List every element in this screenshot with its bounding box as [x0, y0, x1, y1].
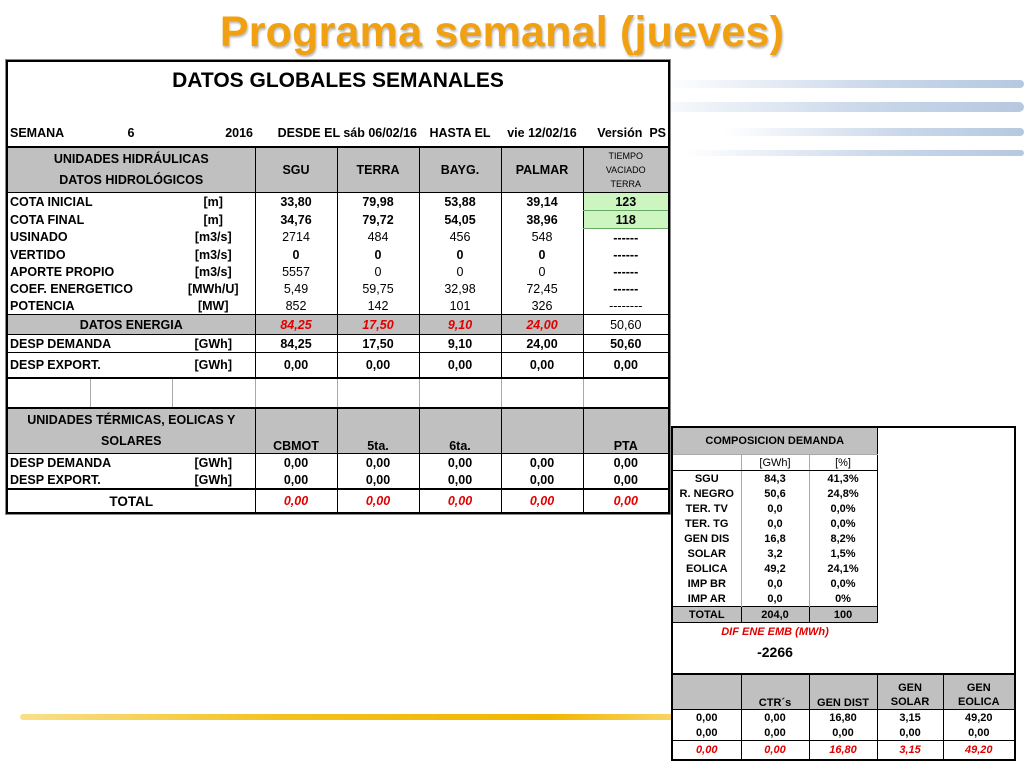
term-demanda-value: 0,00 — [255, 454, 337, 472]
term-demanda-value: 0,00 — [501, 454, 583, 472]
comp-row — [673, 546, 1014, 561]
hydro-row-value: 326 — [501, 297, 583, 315]
comp-row-pct: 0% — [809, 591, 877, 607]
comp-row — [673, 501, 1014, 516]
hydro-row — [8, 297, 668, 315]
hydro-row-tiempo: 123 — [583, 193, 668, 211]
comp-unit-gwh: [GWh] — [741, 455, 809, 471]
gen-col-header-ctrs: CTR´s — [741, 674, 809, 710]
gen-row-value: 3,15 — [877, 710, 943, 726]
desp-demanda-sgu: 84,25 — [255, 335, 337, 353]
gen-row-value: 0,00 — [696, 726, 718, 739]
gen-total-value: 0,00 — [696, 744, 718, 756]
global-weekly-data-table — [6, 60, 670, 514]
comp-row-gwh: 0,0 — [741, 501, 809, 516]
hydro-row-label: COEF. ENERGETICO — [10, 281, 133, 296]
total-value: 0,00 — [583, 489, 668, 512]
hasta-label: HASTA EL — [429, 126, 491, 140]
term-desp-export-unit: [GWh] — [172, 471, 255, 489]
gen-row-value: 16,80 — [809, 710, 877, 726]
gen-row-value: 0,00 — [877, 725, 943, 741]
total-label: TOTAL — [8, 489, 255, 512]
hydro-row-unit: [m3/s] — [172, 229, 255, 247]
gen-row-value: 0,00 — [696, 711, 718, 724]
total-value: 0,00 — [501, 489, 583, 512]
desp-export-label: DESP EXPORT. — [10, 358, 101, 372]
desp-demanda-label: DESP DEMANDA — [10, 336, 112, 351]
energia-terra: 17,50 — [337, 315, 419, 335]
term-demanda-value: 0,00 — [419, 454, 501, 472]
total-value: 0,00 — [419, 489, 501, 512]
gen-row-value: 0,00 — [741, 710, 809, 726]
gen-col-header-gen-dist: GEN DIST — [809, 674, 877, 710]
hydro-row-value: 0 — [337, 263, 419, 280]
hydro-row — [8, 193, 668, 211]
col-header-terra: TERRA — [337, 147, 419, 193]
desde-date: DESDE EL sáb 06/02/16 — [277, 126, 417, 140]
total-value: 0,00 — [255, 489, 337, 512]
energia-palmar: 24,00 — [501, 315, 583, 335]
hydro-row — [8, 280, 668, 297]
hydro-row-value: 53,88 — [419, 193, 501, 211]
comp-row — [673, 561, 1014, 576]
energia-label: DATOS ENERGIA — [8, 315, 255, 335]
hydro-row-label: USINADO — [10, 230, 68, 245]
hydro-row-value: 39,14 — [501, 193, 583, 211]
comp-row-label: SGU — [694, 472, 719, 485]
desp-demanda-tiempo: 50,60 — [583, 335, 668, 353]
hydro-row — [8, 211, 668, 229]
term-export-value: 0,00 — [255, 471, 337, 489]
comp-row-pct: 1,5% — [809, 546, 877, 561]
hydro-row-value: 142 — [337, 297, 419, 315]
comp-row-label: IMP BR — [687, 577, 726, 590]
col-header-pta: PTA — [583, 408, 668, 454]
col-header-bayg: BAYG. — [419, 147, 501, 193]
decorative-gold-line — [20, 714, 680, 720]
gen-total-value: 49,20 — [943, 741, 1014, 760]
hydro-row-value: 852 — [255, 297, 337, 315]
hydro-row-value: 0 — [255, 246, 337, 263]
comp-row-gwh: 49,2 — [741, 561, 809, 576]
dif-ene-value: -2266 — [757, 644, 793, 660]
gen-rows — [673, 710, 1014, 741]
comp-row-gwh: 0,0 — [741, 576, 809, 591]
term-export-value: 0,00 — [583, 471, 668, 489]
comp-row-label: R. NEGRO — [679, 487, 734, 500]
comp-row-gwh: 50,6 — [741, 486, 809, 501]
term-desp-demanda-unit: [GWh] — [172, 454, 255, 472]
hydro-row-value: 456 — [419, 229, 501, 247]
desp-demanda-terra: 17,50 — [337, 335, 419, 353]
version-label: Versión PS — [597, 126, 666, 140]
hydro-row-value: 0 — [419, 263, 501, 280]
comp-total-label: TOTAL — [673, 607, 741, 623]
hydro-row-value: 79,72 — [337, 211, 419, 229]
hydro-row-unit: [m3/s] — [172, 263, 255, 280]
comp-rows — [673, 471, 1014, 607]
desp-export-unit: [GWh] — [172, 353, 255, 379]
comp-row-pct: 0,0% — [809, 501, 877, 516]
hydro-row-value: 5,49 — [255, 280, 337, 297]
hydro-row-value: 32,98 — [419, 280, 501, 297]
hydro-row-unit: [MW] — [172, 297, 255, 315]
hydro-row-label: VERTIDO — [10, 247, 66, 262]
hydro-row-unit: [MWh/U] — [172, 280, 255, 297]
energia-bayg: 9,10 — [419, 315, 501, 335]
hydro-row-label: POTENCIA — [10, 298, 75, 313]
gen-row-value: 0,00 — [943, 725, 1014, 741]
term-demanda-value: 0,00 — [583, 454, 668, 472]
hydro-row-value: 0 — [337, 246, 419, 263]
hydro-row-value: 79,98 — [337, 193, 419, 211]
col-header-6ta: 6ta. — [419, 408, 501, 454]
gen-col-header-empty — [673, 674, 741, 710]
energia-sgu: 84,25 — [255, 315, 337, 335]
hydro-row-tiempo: -------- — [583, 297, 668, 315]
hydro-row-label: COTA INICIAL — [10, 194, 93, 209]
page-title: Programa semanal (jueves) — [219, 8, 785, 56]
hasta-date: vie 12/02/16 — [507, 126, 577, 140]
hydro-row-value: 0 — [419, 246, 501, 263]
hydro-row-value: 0 — [501, 246, 583, 263]
hydro-row-tiempo: 118 — [583, 211, 668, 229]
desp-demanda-unit: [GWh] — [172, 335, 255, 353]
hydro-rows — [8, 193, 668, 315]
gen-total-value: 0,00 — [741, 741, 809, 760]
hydro-units-header: UNIDADES HIDRÁULICAS DATOS HIDROLÓGICOS — [8, 147, 255, 193]
table-heading: DATOS GLOBALES SEMANALES — [172, 69, 504, 92]
gen-row-value: 0,00 — [809, 725, 877, 741]
hydro-row-value: 72,45 — [501, 280, 583, 297]
hydro-row-value: 38,96 — [501, 211, 583, 229]
desp-demanda-palmar: 24,00 — [501, 335, 583, 353]
spacer-row — [8, 378, 668, 408]
hydro-row — [8, 229, 668, 247]
gen-row-value: 49,20 — [943, 710, 1014, 726]
desp-export-bayg: 0,00 — [419, 353, 501, 379]
col-header-empty — [501, 408, 583, 454]
comp-row-label: GEN DIS — [684, 532, 730, 545]
comp-row — [673, 516, 1014, 531]
comp-row-gwh: 0,0 — [741, 516, 809, 531]
energia-tiempo: 50,60 — [583, 315, 668, 335]
comp-row-gwh: 84,3 — [741, 471, 809, 487]
comp-row-pct: 8,2% — [809, 531, 877, 546]
hydro-row-tiempo: ------ — [583, 280, 668, 297]
comp-row-pct: 0,0% — [809, 576, 877, 591]
term-desp-demanda-label: DESP DEMANDA — [10, 455, 112, 470]
hydro-row-value: 0 — [501, 263, 583, 280]
comp-row — [673, 531, 1014, 546]
desp-export-terra: 0,00 — [337, 353, 419, 379]
gen-total-value: 16,80 — [809, 741, 877, 760]
term-desp-export-label: DESP EXPORT. — [10, 472, 101, 487]
semana-number: 6 — [127, 126, 135, 140]
col-header-cbmot: CBMOT — [255, 408, 337, 454]
comp-row-label: SOLAR — [687, 547, 726, 560]
comp-row-label: IMP AR — [687, 592, 726, 605]
hydro-row-value: 2714 — [255, 229, 337, 247]
col-header-tiempo-vaciado: TIEMPO VACIADO TERRA — [583, 147, 668, 193]
desp-export-sgu: 0,00 — [255, 353, 337, 379]
col-header-palmar: PALMAR — [501, 147, 583, 193]
hydro-row-value: 54,05 — [419, 211, 501, 229]
hydro-row-tiempo: ------ — [583, 246, 668, 263]
desp-export-palmar: 0,00 — [501, 353, 583, 379]
comp-row — [673, 591, 1014, 607]
hydro-row-value: 59,75 — [337, 280, 419, 297]
term-demanda-value: 0,00 — [337, 454, 419, 472]
gen-col-header-gen-solar: GEN SOLAR — [877, 674, 943, 710]
gen-row — [673, 725, 1014, 741]
hydro-row-value: 34,76 — [255, 211, 337, 229]
comp-total-gwh: 204,0 — [741, 607, 809, 623]
hydro-row-value: 484 — [337, 229, 419, 247]
thermal-units-header: UNIDADES TÉRMICAS, EOLICAS Y SOLARES — [8, 408, 255, 454]
comp-row-pct: 24,1% — [809, 561, 877, 576]
comp-row — [673, 471, 1014, 487]
col-header-sgu: SGU — [255, 147, 337, 193]
comp-row-pct: 41,3% — [809, 471, 877, 487]
term-export-value: 0,00 — [501, 471, 583, 489]
hydro-row-label: COTA FINAL — [10, 212, 85, 227]
hydro-row-unit: [m3/s] — [172, 246, 255, 263]
hydro-row-tiempo: ------ — [583, 263, 668, 280]
desp-demanda-bayg: 9,10 — [419, 335, 501, 353]
comp-row-label: TER. TG — [685, 517, 729, 530]
hydro-row-label: APORTE PROPIO — [10, 264, 115, 279]
term-export-value: 0,00 — [419, 471, 501, 489]
comp-row — [673, 576, 1014, 591]
comp-unit-pct: [%] — [809, 455, 877, 471]
gen-row — [673, 710, 1014, 726]
term-export-value: 0,00 — [337, 471, 419, 489]
hydro-row-value: 548 — [501, 229, 583, 247]
gen-total-value: 3,15 — [877, 741, 943, 760]
semana-year: 2016 — [225, 126, 253, 140]
dif-ene-label: DIF ENE EMB (MWh) — [721, 626, 829, 638]
hydro-row-unit: [m] — [172, 193, 255, 211]
col-header-5ta: 5ta. — [337, 408, 419, 454]
hydro-row — [8, 263, 668, 280]
comp-row-label: TER. TV — [685, 502, 728, 515]
comp-row — [673, 486, 1014, 501]
gen-row-value: 0,00 — [741, 725, 809, 741]
hydro-row-value: 5557 — [255, 263, 337, 280]
comp-total-pct: 100 — [809, 607, 877, 623]
hydro-row-value: 33,80 — [255, 193, 337, 211]
hydro-row-unit: [m] — [172, 211, 255, 229]
total-value: 0,00 — [337, 489, 419, 512]
desp-export-tiempo: 0,00 — [583, 353, 668, 379]
semana-label: SEMANA — [10, 126, 65, 140]
comp-title: COMPOSICION DEMANDA — [673, 428, 877, 455]
composicion-demanda-table — [671, 426, 1016, 761]
gen-col-header-gen-eolica: GEN EOLICA — [943, 674, 1014, 710]
comp-row-gwh: 16,8 — [741, 531, 809, 546]
comp-row-gwh: 0,0 — [741, 591, 809, 607]
hydro-row-tiempo: ------ — [583, 229, 668, 247]
comp-row-pct: 0,0% — [809, 516, 877, 531]
comp-row-gwh: 3,2 — [741, 546, 809, 561]
hydro-row — [8, 246, 668, 263]
comp-row-label: EOLICA — [685, 562, 728, 575]
hydro-row-value: 101 — [419, 297, 501, 315]
comp-row-pct: 24,8% — [809, 486, 877, 501]
